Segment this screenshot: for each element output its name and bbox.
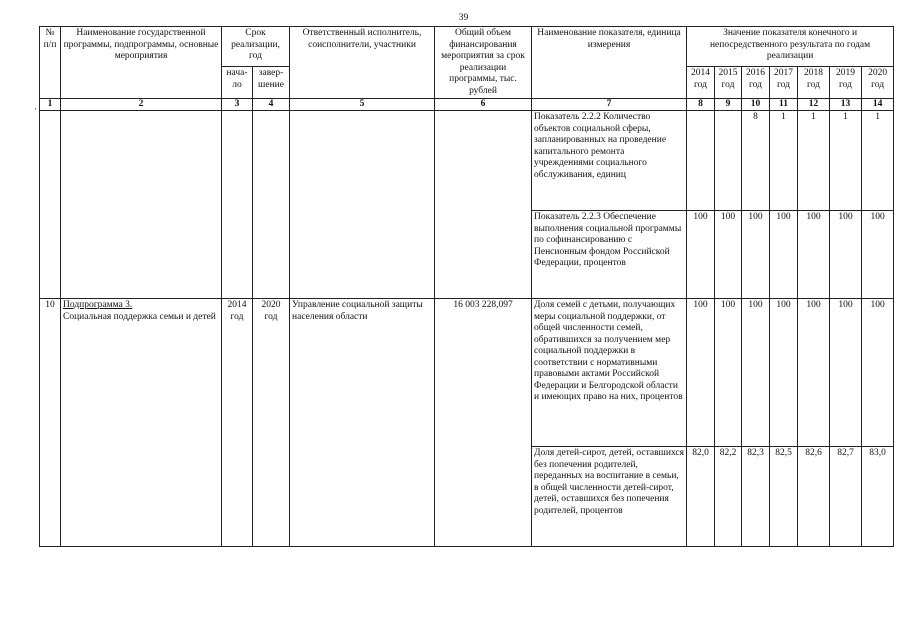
header-no: № п/п xyxy=(40,27,61,99)
column-number: 4 xyxy=(253,99,290,111)
value-cell: 82,0 xyxy=(687,447,715,547)
value-cell: 1 xyxy=(862,111,894,211)
header-term-start: нача-ло xyxy=(222,67,253,99)
value-cell: 82,5 xyxy=(770,447,798,547)
header-program: Наименование государственной программы, подпрограммы, основные мероприятия xyxy=(61,27,222,99)
value-cell: 82,6 xyxy=(798,447,830,547)
subprogram-name: Социальная поддержка семьи и детей xyxy=(63,311,216,322)
header-year: 2016 год xyxy=(742,67,770,99)
value-cell: 100 xyxy=(715,299,742,447)
column-number: 1 xyxy=(40,99,61,111)
value-cell: 100 xyxy=(798,299,830,447)
continuation-no-cell xyxy=(40,111,61,299)
header-year: 2018 год xyxy=(798,67,830,99)
value-cell: 100 xyxy=(687,211,715,299)
subprogram-end: 2020 год xyxy=(253,299,290,547)
header-values-group: Значение показателя конечного и непосредственного результата по годам реализации xyxy=(687,27,894,67)
row-number: 10 xyxy=(40,299,61,547)
subprogram-executor: Управление социальной защиты населения области xyxy=(290,299,435,547)
value-cell: 82,2 xyxy=(715,447,742,547)
indicator-cell: Показатель 2.2.3 Обеспечение выполнения социальной программы по софинансированию с Пенсионным фондом Российской Федерации, процентов xyxy=(532,211,687,299)
page-number: 39 xyxy=(458,13,469,23)
program-table xyxy=(39,26,894,547)
value-cell: 100 xyxy=(687,299,715,447)
subprogram-cell xyxy=(61,299,222,547)
column-number: 11 xyxy=(770,99,798,111)
column-number: 7 xyxy=(532,99,687,111)
header-year: 2015 год xyxy=(715,67,742,99)
table-row xyxy=(40,299,894,447)
column-number: 9 xyxy=(715,99,742,111)
header-term: Срок реализации, год xyxy=(222,27,290,67)
column-number: 6 xyxy=(435,99,532,111)
value-cell: 83,0 xyxy=(862,447,894,547)
column-number: 5 xyxy=(290,99,435,111)
column-number: 10 xyxy=(742,99,770,111)
continuation-executor-cell xyxy=(290,111,435,299)
subprogram-title: Подпрограмма 3. xyxy=(63,300,133,310)
header-indicator: Наименование показателя, единица измерения xyxy=(532,27,687,99)
value-cell: 82,3 xyxy=(742,447,770,547)
column-number: 14 xyxy=(862,99,894,111)
value-cell: 100 xyxy=(862,299,894,447)
value-cell xyxy=(687,111,715,211)
indicator-cell: Доля семей с детьми, получающих меры социальной поддержки, от общей численности семей, обратившихся за получением мер социальной поддержки в соответствии с нормативными правовыми актами Российской Федерации и Белгородской области и имеющих право на них, процентов xyxy=(532,299,687,447)
value-cell: 100 xyxy=(862,211,894,299)
indicator-cell: Показатель 2.2.2 Количество объектов социальной сферы, запланированных на проведение капитального ремонта учреждениями социального обслуживания, единиц xyxy=(532,111,687,211)
value-cell: 100 xyxy=(770,211,798,299)
header-year: 2019 год xyxy=(830,67,862,99)
continuation-program-cell xyxy=(61,111,222,299)
continuation-end-cell xyxy=(253,111,290,299)
value-cell: 100 xyxy=(830,211,862,299)
subprogram-funding: 16 003 228,097 xyxy=(435,299,532,547)
column-number-row xyxy=(40,99,894,111)
table-row xyxy=(40,111,894,211)
continuation-funding-cell xyxy=(435,111,532,299)
column-number: 8 xyxy=(687,99,715,111)
header-row-1 xyxy=(40,27,894,67)
header-term-end: завер-шение xyxy=(253,67,290,99)
value-cell: 82,7 xyxy=(830,447,862,547)
value-cell: 100 xyxy=(770,299,798,447)
header-year: 2020 год xyxy=(862,67,894,99)
value-cell: 100 xyxy=(830,299,862,447)
value-cell: 8 xyxy=(742,111,770,211)
value-cell: 1 xyxy=(798,111,830,211)
value-cell: 100 xyxy=(742,299,770,447)
column-number: 12 xyxy=(798,99,830,111)
header-year: 2014 год xyxy=(687,67,715,99)
column-number: 13 xyxy=(830,99,862,111)
column-number: 3 xyxy=(222,99,253,111)
value-cell xyxy=(715,111,742,211)
value-cell: 100 xyxy=(715,211,742,299)
value-cell: 1 xyxy=(830,111,862,211)
column-number: 2 xyxy=(61,99,222,111)
indicator-cell: Доля детей-сирот, детей, оставшихся без попечения родителей, переданных на воспитание в семьи, в общей численности детей-сирот, детей, оставшихся без попечения родителей, процентов xyxy=(532,447,687,547)
header-funding: Общий объем финансирования мероприятия за срок реализации программы, тыс. рублей xyxy=(435,27,532,99)
value-cell: 100 xyxy=(742,211,770,299)
margin-mark: · xyxy=(34,104,37,114)
header-year: 2017 год xyxy=(770,67,798,99)
header-executor: Ответственный исполнитель, соисполнители, участники xyxy=(290,27,435,99)
continuation-start-cell xyxy=(222,111,253,299)
subprogram-start: 2014 год xyxy=(222,299,253,547)
value-cell: 100 xyxy=(798,211,830,299)
value-cell: 1 xyxy=(770,111,798,211)
